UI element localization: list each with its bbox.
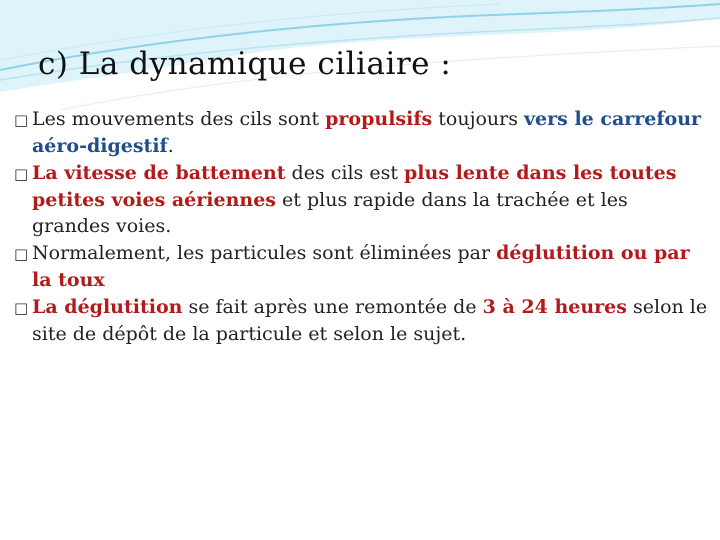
emphasis-text: vers le carrefour aéro-digestif [32, 108, 702, 157]
body-text: se fait après une remontée de [182, 296, 483, 318]
bullet-paragraph [14, 294, 708, 347]
emphasis-text: propulsifs [325, 108, 433, 130]
bullet-paragraph [14, 240, 708, 293]
body-text: Normalement, les particules sont éliminées par [32, 242, 497, 264]
bullet-list [14, 106, 708, 348]
bullet-icon: □ [14, 245, 29, 263]
emphasis-text: plus lente dans les toutes petites voies aériennes [32, 162, 677, 211]
bullet-icon: □ [14, 165, 29, 183]
body-text: Les mouvements des cils sont [32, 108, 326, 130]
bullet-icon: □ [14, 111, 29, 129]
emphasis-text: La déglutition [32, 296, 183, 318]
body-text: des cils est [285, 162, 405, 184]
emphasis-text: 3 à 24 heures [482, 296, 627, 318]
bullet-icon: □ [14, 299, 29, 317]
emphasis-text: La vitesse de battement [32, 162, 286, 184]
bullet-paragraph [14, 106, 708, 159]
bullet-paragraph [14, 160, 708, 239]
body-text: . [167, 135, 174, 157]
body-text: selon le site de dépôt de la particule et selon le sujet. [32, 296, 708, 345]
slide-title: c) La dynamique ciliaire : [38, 46, 452, 82]
emphasis-text: déglutition ou par la toux [32, 242, 690, 291]
body-text: et plus rapide dans la trachée et les grandes voies. [32, 189, 628, 237]
body-text: toujours [432, 108, 525, 130]
